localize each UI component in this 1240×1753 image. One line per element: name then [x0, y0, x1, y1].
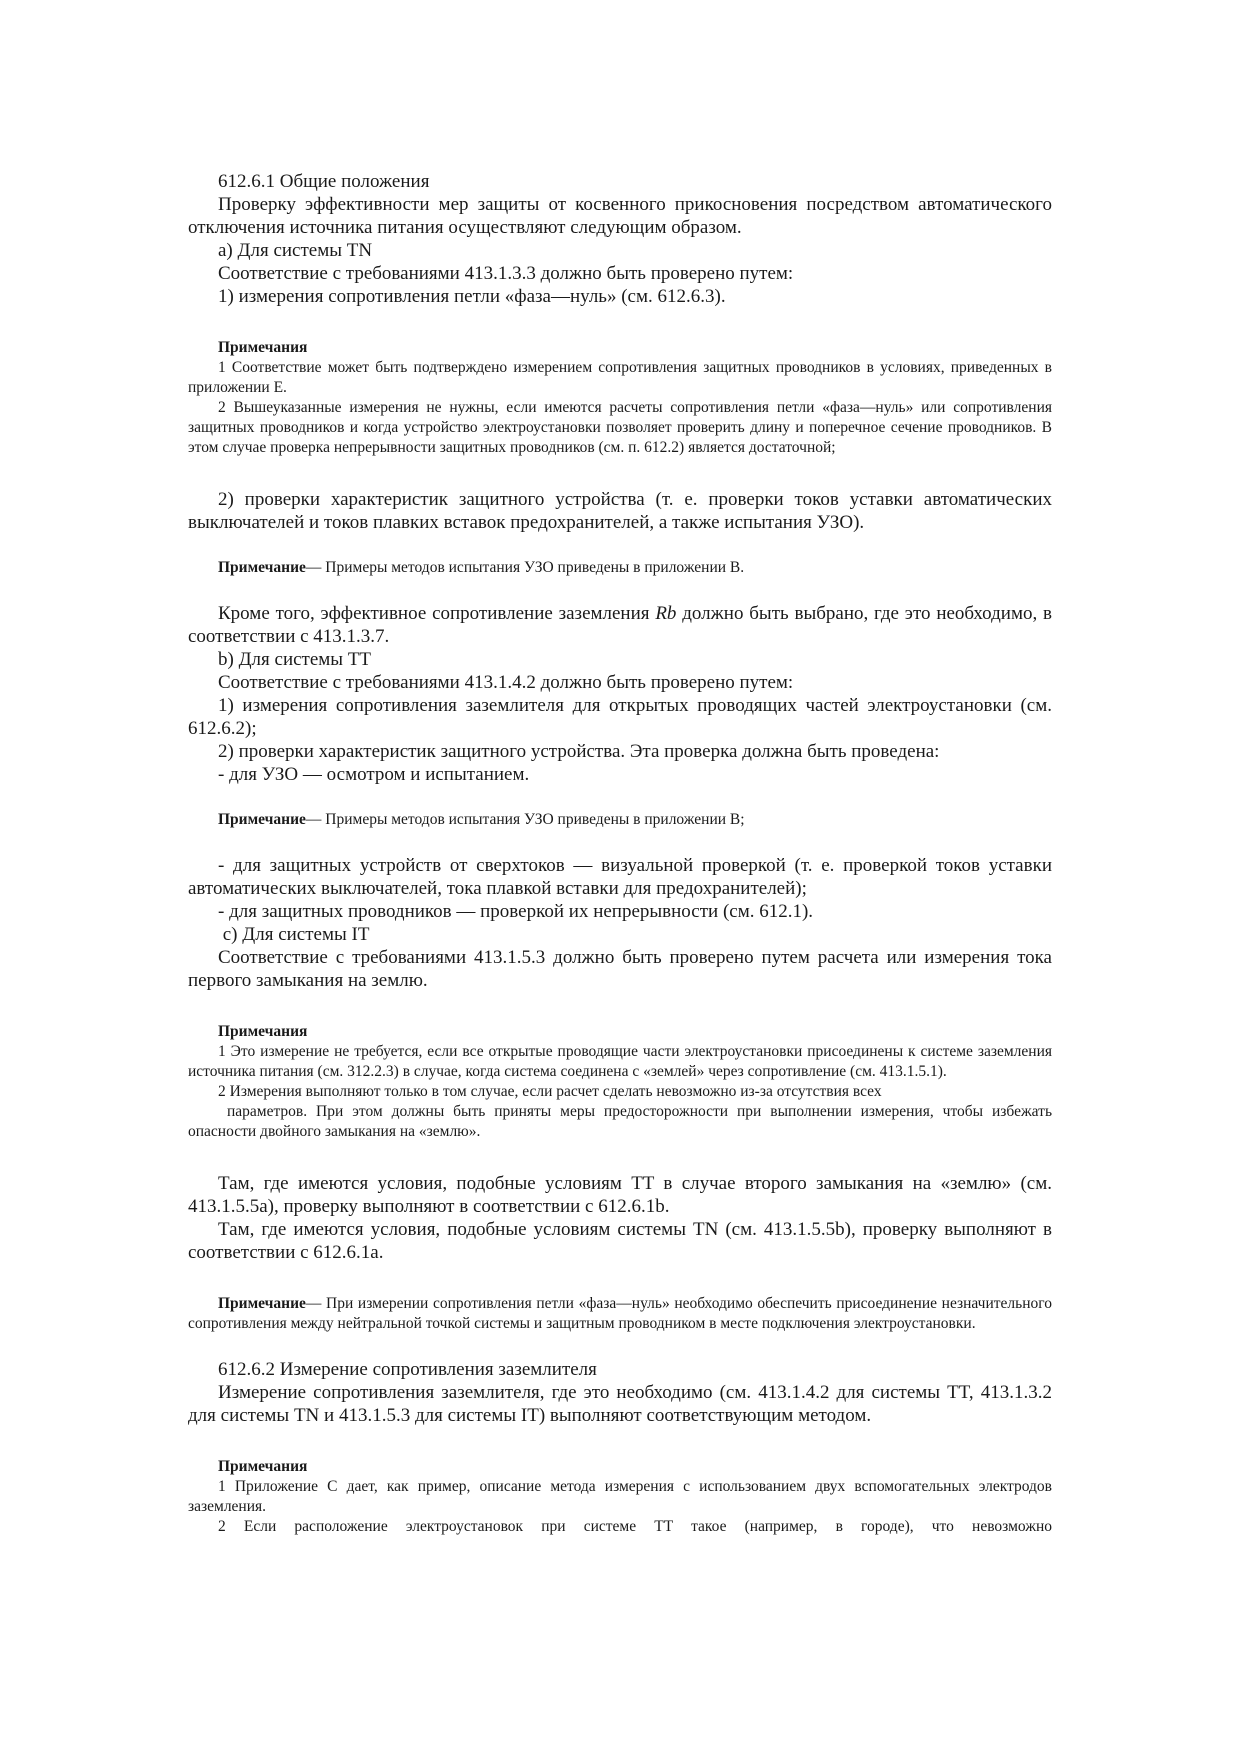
- tt-item-1: 1) измерения сопротивления заземлителя для открытых проводящих частей электроустановки (см. 612.6.2);: [188, 695, 1052, 739]
- section-heading-612-6-2: 612.6.2 Измерение сопротивления заземлителя: [218, 1359, 597, 1380]
- tt-rcd-check: - для УЗО — осмотром и испытанием.: [218, 764, 530, 785]
- subsection-title-tt: b) Для системы TT: [218, 649, 372, 670]
- rb-variable: Rb: [655, 603, 677, 624]
- document-page: [188, 170, 1056, 1537]
- note-rcd-tn: [188, 558, 1052, 578]
- intro-paragraph: Проверку эффективности мер защиты от косвенного прикосновения посредством автоматического отключения источника питания осуществляют следующим образом.: [188, 194, 1052, 238]
- earth-resistance-paragraph: Измерение сопротивления заземлителя, где это необходимо (см. 413.1.4.2 для системы TT, 413.1.3.2 для системы TN и 413.1.5.3 для системы IT) выполняют соответствующим методом.: [188, 1382, 1052, 1426]
- tn-item-2: 2) проверки характеристик защитного устройства (т. е. проверки токов уставки автоматических выключателей и токов плавких вставок предохранителей, а также испытания УЗО).: [188, 489, 1052, 533]
- note-item: 1 Это измерение не требуется, если все открытые проводящие части электроустановки присоединены к системе заземления источника питания (см. 312.2.3) в случае, когда система соединена с «землей» через сопротивление (см. 413.1.5.1).: [188, 1043, 1052, 1080]
- note-item: 2 Измерения выполняют только в том случае, если расчет сделать невозможно из-за отсутствия всех: [218, 1083, 882, 1100]
- notes-heading: Примечания: [218, 339, 308, 356]
- note-text: — Примеры методов испытания УЗО приведены в приложении В;: [305, 811, 745, 828]
- note-label: Примечание: [218, 811, 306, 828]
- note-item-continuation: параметров. При этом должны быть приняты меры предосторожности при выполнении измерения, чтобы избежать опасности двойного замыкания на «землю».: [188, 1103, 1056, 1140]
- subsection-title-it: с) Для системы IT: [218, 924, 370, 945]
- tn-compliance-paragraph: Соответствие с требованиями 413.1.3.3 должно быть проверено путем:: [218, 263, 794, 284]
- note-item: 1 Соответствие может быть подтверждено измерением сопротивления защитных проводников в условиях, приведенных в приложении Е.: [188, 359, 1052, 396]
- note-item: 2 Вышеуказанные измерения не нужны, если имеются расчеты сопротивления петли «фаза—нуль» или сопротивления защитных проводников и когда устройство электроустановки позволяет проверить длину и поперечное сечение проводников. В этом случае проверка непрерывности защитных проводников (см. п. 612.2) является достаточной;: [188, 399, 1052, 456]
- tn-item-1: 1) измерения сопротивления петли «фаза—нуль» (см. 612.6.3).: [218, 286, 726, 307]
- note-label: Примечание: [218, 559, 306, 576]
- tt-compliance-paragraph: Соответствие с требованиями 413.1.4.2 должно быть проверено путем:: [218, 672, 794, 693]
- tt-overcurrent-check: - для защитных устройств от сверхтоков — визуальной проверкой (т. е. проверкой токов уставки автоматических выключателей, тока плавкой вставки для предохранителей);: [188, 855, 1052, 899]
- note-text: — При измерении сопротивления петли «фаза—нуль» необходимо обеспечить присоединение незначительного сопротивления между нейтральной точкой системы и защитным проводником в месте подключения электроустановки.: [188, 1295, 1052, 1332]
- rb-paragraph: [188, 602, 1052, 648]
- tt-item-2: 2) проверки характеристик защитного устройства. Эта проверка должна быть проведена:: [218, 741, 940, 762]
- notes-heading: Примечания: [218, 1458, 308, 1475]
- tt-like-paragraph: Там, где имеются условия, подобные условиям TT в случае второго замыкания на «землю» (см. 413.1.5.5а), проверку выполняют в соответствии с 612.6.1b.: [188, 1173, 1052, 1217]
- note-rcd-tt: [188, 810, 1052, 830]
- note-loop-measurement: [188, 1294, 1052, 1334]
- rb-text-before: Кроме того, эффективное сопротивление заземления: [218, 603, 656, 624]
- section-heading-612-6-1: 612.6.1 Общие положения: [218, 171, 430, 192]
- note-item: 2 Если расположение электроустановок при системе TT такое (например, в городе), что невозможно: [218, 1518, 1052, 1535]
- rb-text-after: должно быть выбрано, где это необходимо, в соответствии с 413.1.3.7.: [188, 603, 1052, 647]
- note-label: Примечание: [218, 1295, 306, 1312]
- note-item: 1 Приложение С дает, как пример, описание метода измерения с использованием двух вспомогательных электродов заземления.: [188, 1478, 1052, 1515]
- notes-heading: Примечания: [218, 1023, 308, 1040]
- tt-conductor-check: - для защитных проводников — проверкой их непрерывности (см. 612.1).: [218, 901, 814, 922]
- subsection-title-tn: а) Для системы TN: [218, 240, 373, 261]
- tn-like-paragraph: Там, где имеются условия, подобные условиям системы TN (см. 413.1.5.5b), проверку выполняют в соответствии с 612.6.1а.: [188, 1219, 1052, 1263]
- note-text: — Примеры методов испытания УЗО приведены в приложении В.: [305, 559, 745, 576]
- it-compliance-paragraph: Соответствие с требованиями 413.1.5.3 должно быть проверено путем расчета или измерения тока первого замыкания на землю.: [188, 947, 1052, 991]
